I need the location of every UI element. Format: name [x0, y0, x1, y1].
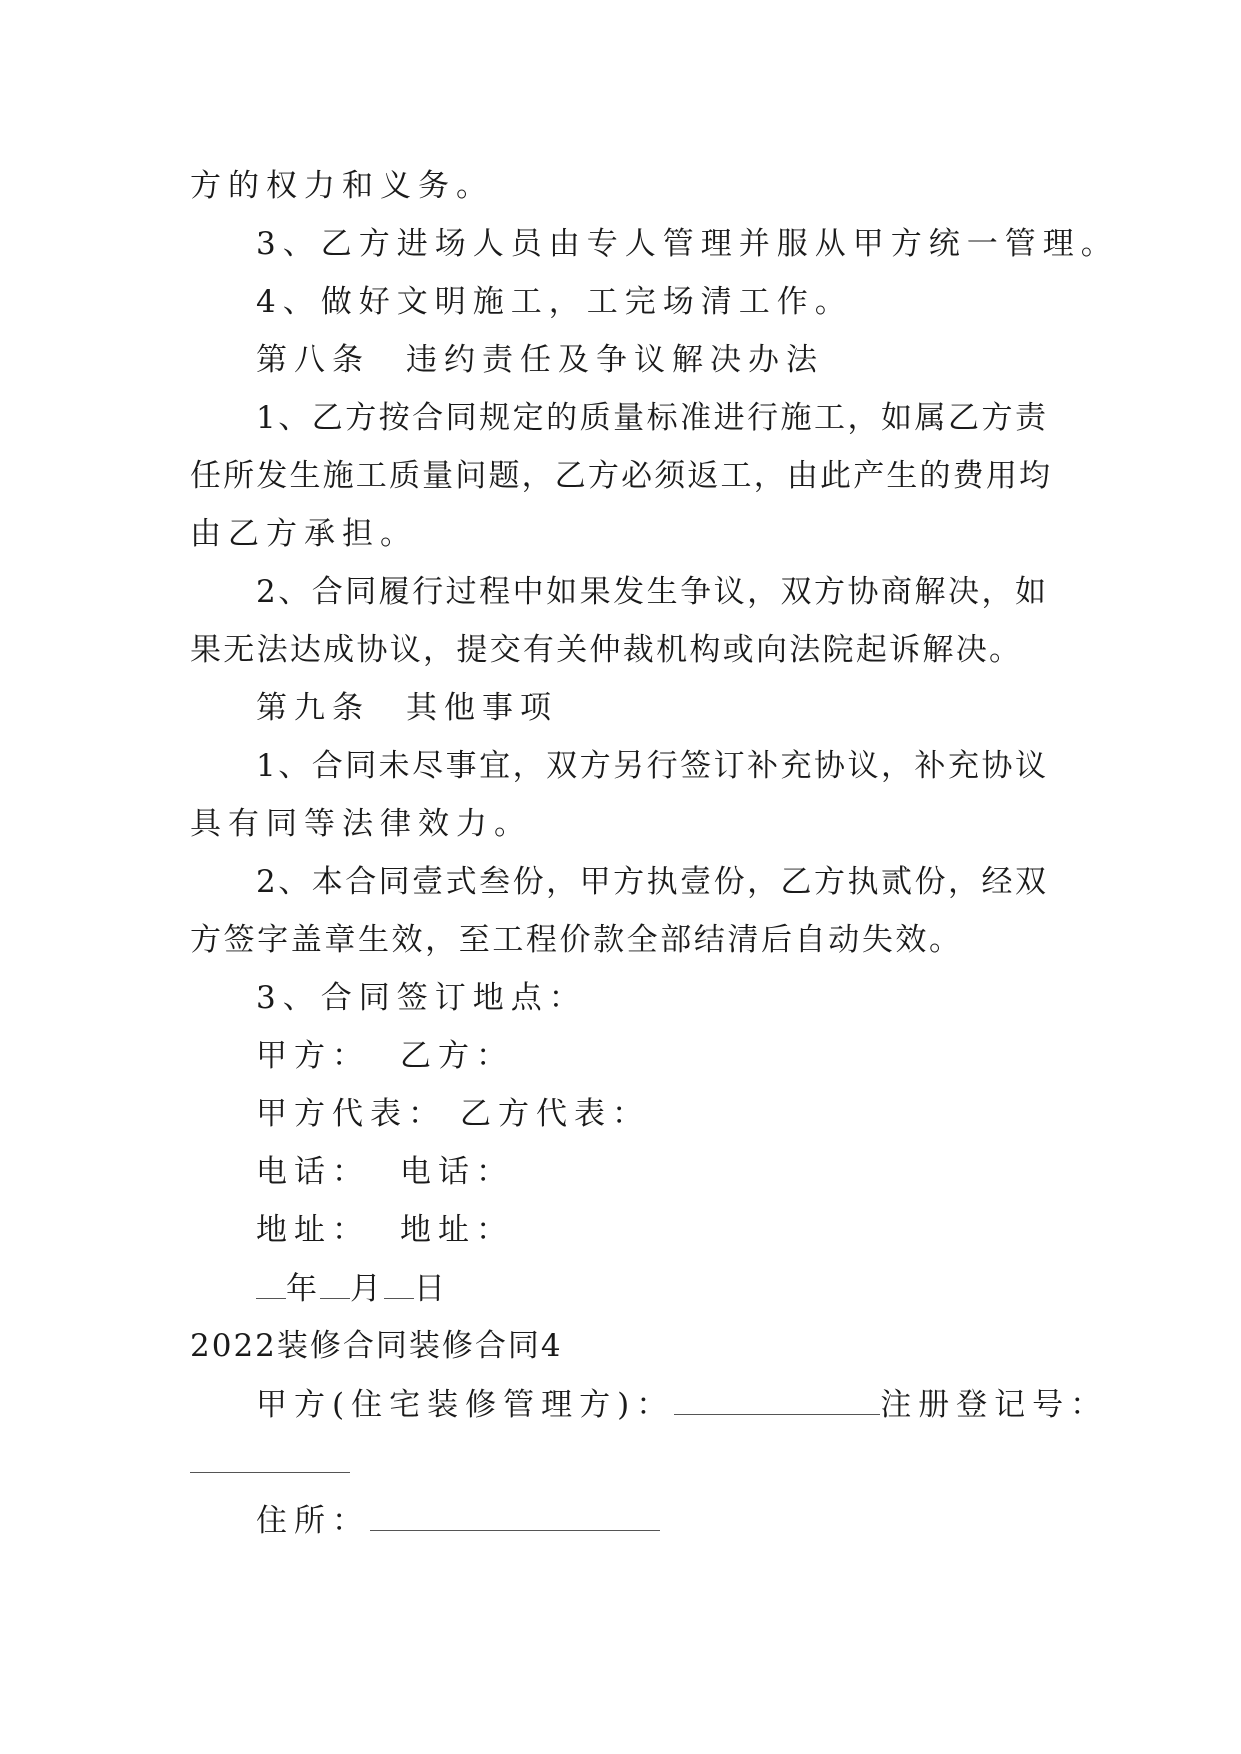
contract-title: 2022装修合同装修合同4	[190, 1328, 563, 1364]
text-line: 由乙方承担。	[190, 516, 418, 552]
signature-row	[256, 1152, 514, 1192]
registration-number-label: 注册登记号：	[880, 1387, 1109, 1423]
year-blank	[256, 1268, 286, 1299]
signature-row	[256, 1210, 514, 1250]
party-a-label: 甲方：	[256, 1038, 370, 1074]
text-line: 3、乙方进场人员由专人管理并服从甲方统一管理。	[256, 226, 1119, 262]
residence-label: 住所：	[256, 1503, 370, 1539]
party-b-rep-label: 乙方代表：	[460, 1096, 650, 1132]
day-label: 日	[414, 1271, 448, 1307]
text-line: 方签字盖章生效，至工程价款全部结清后自动失效。	[190, 922, 960, 958]
text-line: 2、合同履行过程中如果发生争议，双方协商解决，如	[256, 574, 1046, 610]
party-b-label: 乙方：	[400, 1038, 514, 1074]
signature-row	[256, 1094, 650, 1134]
day-blank	[384, 1268, 414, 1299]
month-blank	[320, 1268, 350, 1299]
party-a-name-blank	[674, 1384, 880, 1415]
text-line: 2、本合同壹式叁份，甲方执壹份，乙方执贰份，经双	[256, 864, 1046, 900]
year-label: 年	[286, 1271, 320, 1307]
party-a-phone-label: 电话：	[256, 1154, 370, 1190]
text-line: 3、合同签订地点：	[256, 980, 587, 1016]
section-heading	[256, 340, 824, 380]
text-line: 具有同等法律效力。	[190, 806, 532, 842]
date-row	[256, 1268, 448, 1309]
section-number: 第八条	[256, 342, 370, 378]
text-line: 1、合同未尽事宜，双方另行签订补充协议，补充协议	[256, 748, 1046, 784]
month-label: 月	[350, 1271, 384, 1307]
party-b-address-label: 地址：	[400, 1212, 514, 1248]
registration-number-blank	[190, 1442, 350, 1473]
text-line: 4、做好文明施工，工完场清工作。	[256, 284, 853, 320]
section-title: 违约责任及争议解决办法	[406, 342, 824, 378]
residence-blank	[370, 1500, 660, 1531]
residence-row	[256, 1500, 660, 1541]
section-heading	[256, 688, 558, 728]
section-title: 其他事项	[406, 690, 558, 726]
section-number: 第九条	[256, 690, 370, 726]
party-a-address-label: 地址：	[256, 1212, 370, 1248]
party-a-management-label: 甲方(住宅装修管理方)：	[256, 1387, 675, 1423]
registration-number-blank-row	[190, 1442, 350, 1483]
party-b-phone-label: 电话：	[400, 1154, 514, 1190]
text-line: 果无法达成协议，提交有关仲裁机构或向法院起诉解决。	[190, 632, 1020, 668]
text-line: 1、乙方按合同规定的质量标准进行施工，如属乙方责	[256, 400, 1046, 436]
text-line: 方的权力和义务。	[190, 168, 494, 204]
party-a-registration-row	[256, 1384, 1108, 1425]
party-a-rep-label: 甲方代表：	[256, 1096, 446, 1132]
text-line: 任所发生施工质量问题，乙方必须返工，由此产生的费用均	[190, 458, 1050, 494]
signature-row	[256, 1036, 514, 1076]
